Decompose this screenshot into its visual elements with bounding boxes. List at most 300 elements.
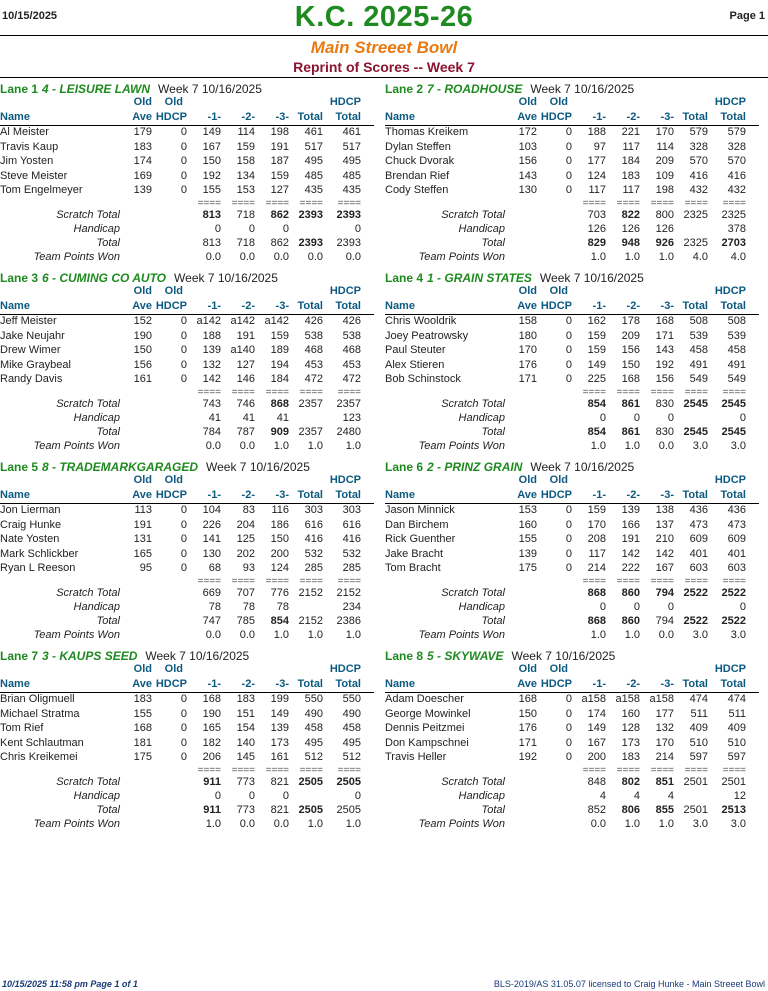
grand-total-g1: 854 — [587, 426, 606, 438]
series-total: 597 — [689, 751, 708, 763]
bowler-handicap: 0 — [565, 329, 572, 342]
col-header-name: Name — [385, 300, 415, 312]
bowler-handicap: 0 — [565, 315, 572, 327]
col-header-ave: Ave — [132, 678, 152, 690]
game-3-score: 168 — [655, 315, 674, 327]
bowler-name: Jake Bracht — [385, 547, 444, 560]
series-total: 538 — [304, 329, 323, 342]
game-3-score: 186 — [270, 518, 289, 531]
col-header-old: Old — [549, 474, 568, 486]
bowler-name: Michael Stratma — [0, 707, 80, 720]
col-header-hdcp: HDCP — [155, 111, 187, 123]
handicap-total-g1: 0 — [214, 223, 221, 235]
bowler-name: Dan Birchem — [385, 518, 449, 531]
team-points-g1: 0.0 — [205, 440, 221, 452]
game-1-score: 188 — [587, 126, 606, 138]
col-header-g1: -1- — [207, 300, 221, 312]
team-points-g1: 1.0 — [590, 251, 606, 263]
series-total: 435 — [304, 184, 323, 196]
separator-hdcp_total: ==== — [337, 576, 361, 587]
col-header-g2: -2- — [241, 489, 255, 501]
bowler-handicap: 0 — [180, 329, 187, 342]
game-3-score: 191 — [270, 140, 289, 153]
game-3-score: 161 — [270, 751, 289, 763]
game-3-score: 210 — [655, 533, 674, 545]
col-header-hdcp: HDCP — [540, 678, 572, 690]
bowler-name: Brian Oligmuell — [0, 693, 75, 705]
grand-total-g3: 830 — [655, 426, 674, 438]
game-1-score: 162 — [587, 315, 606, 327]
grand-total-total: 2505 — [298, 804, 323, 816]
handicap-total-hdcp_total: 0 — [354, 223, 361, 235]
scratch-total-g3: 851 — [655, 776, 674, 788]
game-3-score: 187 — [270, 155, 289, 167]
bowler-average: 175 — [518, 562, 537, 574]
bowler-name: Jeff Meister — [0, 315, 57, 327]
col-header-g3: -3- — [275, 489, 289, 501]
scratch-total-label: Scratch Total — [56, 776, 120, 788]
table-row — [385, 184, 759, 198]
col-header-old: Old — [133, 474, 152, 486]
col-header-total: Total — [297, 489, 323, 501]
series-total: 328 — [689, 140, 708, 153]
col-header-g2: -2- — [626, 300, 640, 312]
team-points-g2: 1.0 — [624, 440, 640, 452]
bowler-handicap: 0 — [180, 358, 187, 371]
game-2-score: 183 — [236, 693, 255, 705]
series-total: 510 — [689, 736, 708, 749]
bowler-handicap: 0 — [180, 126, 187, 138]
team-points-g3: 1.0 — [273, 440, 289, 452]
col-header-hdcp-top: HDCP — [714, 663, 746, 675]
team-points-hdcp_total: 3.0 — [730, 629, 746, 641]
scratch-total-hdcp_total: 2545 — [721, 398, 746, 410]
team-points-label: Team Points Won — [418, 629, 505, 641]
table-row — [385, 504, 759, 518]
handicap-total-g3: 0 — [282, 223, 289, 235]
grand-total-g1: 784 — [202, 426, 221, 438]
bowler-name: Jason Minnick — [385, 504, 455, 516]
team-name: 3 - KAUPS SEED — [42, 649, 138, 663]
team-points-hdcp_total: 1.0 — [345, 629, 361, 641]
scratch-total-hdcp_total: 2152 — [336, 587, 361, 599]
scratch-total-hdcp_total: 2357 — [336, 398, 361, 410]
bowler-name: Joey Peatrowsky — [385, 329, 469, 342]
grand-total-total: 2393 — [298, 237, 323, 249]
col-header-g2: -2- — [626, 111, 640, 123]
series-total: 579 — [689, 126, 708, 138]
table-row — [0, 737, 374, 751]
hdcp-series-total: 435 — [342, 184, 361, 196]
table-row — [0, 141, 374, 155]
game-2-score: 160 — [621, 707, 640, 720]
game-1-score: 214 — [587, 562, 606, 574]
hdcp-series-total: 508 — [727, 315, 746, 327]
bowler-handicap: 0 — [565, 358, 572, 371]
col-header-old: Old — [133, 663, 152, 675]
game-2-score: 183 — [621, 751, 640, 763]
scratch-total-g2: 802 — [621, 776, 640, 788]
handicap-total-g2: 0 — [248, 790, 255, 802]
team-points-total: 3.0 — [692, 818, 708, 830]
scratch-total-g2: 718 — [236, 209, 255, 221]
bowler-name: George Mowinkel — [385, 707, 471, 720]
game-2-score: 158 — [236, 155, 255, 167]
bowler-handicap: 0 — [565, 169, 572, 182]
table-row — [385, 315, 759, 329]
bowler-average: 103 — [518, 140, 537, 153]
bowler-name: Dennis Peitzmei — [385, 722, 465, 734]
hdcp-series-total: 416 — [342, 533, 361, 545]
bowler-average: 172 — [518, 126, 537, 138]
bowler-average: 155 — [518, 533, 537, 545]
lane-week: Week 7 10/16/2025 — [530, 460, 635, 474]
series-total: 472 — [304, 373, 323, 385]
col-header-g1: -1- — [207, 111, 221, 123]
grand-total-hdcp_total: 2513 — [721, 804, 746, 816]
col-header-g1: -1- — [207, 489, 221, 501]
scratch-total-label: Scratch Total — [441, 776, 505, 788]
bowler-handicap: 0 — [180, 518, 187, 531]
bowler-average: 191 — [133, 518, 152, 531]
lane-block — [0, 269, 382, 455]
separator-g3: ==== — [265, 198, 289, 209]
game-3-score: 149 — [270, 707, 289, 720]
hdcp-series-total: 409 — [727, 722, 746, 734]
series-total: 508 — [689, 315, 708, 327]
handicap-total-hdcp_total: 234 — [342, 601, 361, 613]
table-row — [385, 155, 759, 169]
game-1-score: 182 — [202, 736, 221, 749]
col-header-g1: -1- — [592, 489, 606, 501]
game-3-score: 124 — [270, 562, 289, 574]
separator-g3: ==== — [650, 765, 674, 776]
team-points-g2: 1.0 — [624, 251, 640, 263]
team-points-g2: 0.0 — [239, 440, 255, 452]
game-3-score: 198 — [270, 126, 289, 138]
hdcp-series-total: 532 — [342, 547, 361, 560]
game-2-score: 145 — [236, 751, 255, 763]
series-total: 468 — [304, 344, 323, 356]
col-header-hdcp-top: HDCP — [714, 96, 746, 108]
scratch-total-g2: 746 — [236, 398, 255, 410]
series-total: 401 — [689, 547, 708, 560]
team-points-hdcp_total: 0.0 — [345, 251, 361, 263]
grand-total-total: 2152 — [298, 615, 323, 627]
separator-hdcp_total: ==== — [337, 765, 361, 776]
report-title: K.C. 2025-26 — [294, 1, 474, 33]
bowler-name: Jim Yosten — [0, 155, 54, 167]
scratch-total-g3: 800 — [655, 209, 674, 221]
game-3-score: 116 — [271, 504, 289, 516]
team-points-total: 1.0 — [307, 818, 323, 830]
table-row — [0, 373, 374, 387]
game-3-score: 171 — [655, 329, 674, 342]
separator-total: ==== — [299, 387, 323, 398]
game-1-score: 117 — [588, 184, 606, 196]
table-row — [0, 693, 374, 707]
team-points-g2: 0.0 — [239, 629, 255, 641]
table-row — [385, 373, 759, 387]
col-header-total: Total — [682, 678, 708, 690]
bowler-average: 143 — [518, 169, 537, 182]
game-1-score: 188 — [202, 329, 221, 342]
col-header-g2: -2- — [241, 111, 255, 123]
separator-g3: ==== — [650, 387, 674, 398]
bowler-name: Nate Yosten — [0, 533, 60, 545]
game-1-score: 150 — [202, 155, 221, 167]
bowler-name: Tom Rief — [0, 722, 44, 734]
grand-total-total: 2501 — [683, 804, 708, 816]
separator-total: ==== — [299, 198, 323, 209]
game-1-score: 167 — [587, 736, 606, 749]
bowler-handicap: 0 — [565, 562, 572, 574]
grand-total-g1: 747 — [202, 615, 221, 627]
scratch-total-label: Scratch Total — [441, 398, 505, 410]
team-points-label: Team Points Won — [418, 440, 505, 452]
game-1-score: 132 — [202, 358, 221, 371]
col-header-old: Old — [518, 663, 537, 675]
bowler-name: Jake Neujahr — [0, 329, 65, 342]
table-row — [385, 170, 759, 184]
bowler-handicap: 0 — [565, 736, 572, 749]
scratch-total-g3: 821 — [270, 776, 289, 788]
game-1-score: 159 — [587, 329, 606, 342]
lane-heading — [385, 271, 644, 285]
team-points-hdcp_total: 3.0 — [730, 818, 746, 830]
team-name: 8 - TRADEMARKGARAGED — [42, 460, 199, 474]
scratch-total-g2: 861 — [621, 398, 640, 410]
col-header-old: Old — [549, 663, 568, 675]
series-total: 303 — [304, 504, 323, 516]
lane-heading — [0, 649, 249, 663]
scratch-total-g3: 862 — [270, 209, 289, 221]
scratch-total-g2: 707 — [236, 587, 255, 599]
table-row — [0, 184, 374, 198]
table-row — [385, 533, 759, 547]
separator-g1: ==== — [582, 765, 606, 776]
bowler-name: Ryan L Reeson — [0, 562, 76, 574]
bowler-average: 131 — [133, 533, 152, 545]
col-header-hdcp-total: Total — [335, 300, 361, 312]
team-points-total: 1.0 — [307, 629, 323, 641]
grand-total-label: Total — [481, 615, 505, 627]
col-header-old: Old — [549, 285, 568, 297]
col-header-hdcp-total: Total — [720, 300, 746, 312]
team-points-hdcp_total: 1.0 — [345, 440, 361, 452]
col-header-g3: -3- — [660, 678, 674, 690]
bowler-average: 180 — [518, 329, 537, 342]
bowler-handicap: 0 — [180, 373, 187, 385]
scratch-total-hdcp_total: 2393 — [336, 209, 361, 221]
separator-g1: ==== — [582, 387, 606, 398]
series-total: 485 — [304, 169, 323, 182]
lane-heading — [0, 271, 278, 285]
team-name: 6 - CUMING CO AUTO — [42, 271, 167, 285]
col-header-ave: Ave — [517, 678, 537, 690]
col-header-g3: -3- — [275, 111, 289, 123]
bowler-average: 174 — [133, 155, 152, 167]
col-header-hdcp: HDCP — [540, 489, 572, 501]
game-2-score: 166 — [621, 518, 640, 531]
game-1-score: 174 — [587, 707, 606, 720]
grand-total-g3: 926 — [655, 237, 674, 249]
col-header-g2: -2- — [241, 300, 255, 312]
game-3-score: 137 — [655, 518, 674, 531]
lane-heading — [0, 460, 310, 474]
team-points-g1: 0.0 — [205, 251, 221, 263]
handicap-total-g2: 0 — [633, 412, 640, 424]
hdcp-series-total: 539 — [727, 329, 746, 342]
separator-total: ==== — [684, 765, 708, 776]
series-total: 616 — [304, 518, 323, 531]
scratch-total-hdcp_total: 2522 — [721, 587, 746, 599]
series-total: 458 — [304, 722, 323, 734]
bowler-average: 150 — [133, 344, 152, 356]
separator-g2: ==== — [616, 198, 640, 209]
col-header-name: Name — [0, 300, 30, 312]
col-header-hdcp: HDCP — [155, 489, 187, 501]
game-2-score: 222 — [621, 562, 640, 574]
game-1-score: 149 — [202, 126, 221, 138]
table-row — [0, 344, 374, 358]
bowler-average: 113 — [134, 504, 152, 516]
report-date: 10/15/2025 — [2, 10, 58, 22]
game-1-score: 149 — [587, 358, 606, 371]
bowler-average: 183 — [133, 140, 152, 153]
col-header-name: Name — [0, 678, 30, 690]
lane-number: Lane 6 — [385, 460, 424, 474]
grand-total-label: Total — [96, 237, 120, 249]
handicap-total-label: Handicap — [458, 790, 505, 802]
team-name: 7 - ROADHOUSE — [427, 82, 523, 96]
separator-g3: ==== — [265, 576, 289, 587]
hdcp-series-total: 416 — [727, 169, 746, 182]
separator-hdcp_total: ==== — [722, 387, 746, 398]
team-points-g2: 1.0 — [624, 629, 640, 641]
game-1-score: 155 — [202, 184, 221, 196]
lane-number: Lane 5 — [0, 460, 39, 474]
col-header-hdcp: HDCP — [540, 111, 572, 123]
bowler-average: 158 — [518, 315, 537, 327]
grand-total-g1: 868 — [587, 615, 606, 627]
game-2-score: 125 — [236, 533, 255, 545]
game-3-score: 109 — [655, 169, 674, 182]
handicap-total-g1: 126 — [587, 223, 606, 235]
grand-total-hdcp_total: 2522 — [721, 615, 746, 627]
game-1-score: 139 — [202, 344, 221, 356]
hdcp-series-total: 436 — [727, 504, 746, 516]
game-2-score: 134 — [236, 169, 255, 182]
col-header-hdcp-total: Total — [720, 678, 746, 690]
grand-total-g2: 718 — [236, 237, 255, 249]
bowler-average: 156 — [133, 358, 152, 371]
hdcp-series-total: 510 — [727, 736, 746, 749]
bowler-name: Craig Hunke — [0, 518, 62, 531]
col-header-g3: -3- — [660, 111, 674, 123]
bowler-name: Al Meister — [0, 126, 49, 138]
separator-hdcp_total: ==== — [337, 198, 361, 209]
scratch-total-total: 2505 — [298, 776, 323, 788]
series-total: 550 — [304, 693, 323, 705]
bowler-name: Steve Meister — [0, 169, 68, 182]
team-name: 4 - LEISURE LAWN — [42, 82, 151, 96]
team-points-hdcp_total: 3.0 — [730, 440, 746, 452]
handicap-total-g1: 4 — [599, 790, 606, 802]
series-total: 495 — [304, 736, 323, 749]
table-row — [0, 504, 374, 518]
scratch-total-g1: 848 — [587, 776, 606, 788]
game-1-score: 165 — [202, 722, 221, 734]
series-total: 532 — [304, 547, 323, 560]
bowler-handicap: 0 — [565, 547, 572, 560]
bowler-average: 183 — [133, 693, 152, 705]
series-total: 603 — [689, 562, 708, 574]
table-row — [385, 548, 759, 562]
col-header-name: Name — [0, 489, 30, 501]
hdcp-series-total: 491 — [727, 358, 746, 371]
bowler-average: 150 — [518, 707, 537, 720]
bowler-name: Randy Davis — [0, 373, 63, 385]
report-subtitle: Reprint of Scores -- Week 7 — [293, 59, 475, 75]
separator-hdcp_total: ==== — [722, 198, 746, 209]
team-points-g3: 0.0 — [273, 251, 289, 263]
scratch-total-g1: 868 — [587, 587, 606, 599]
game-1-score: 130 — [202, 547, 221, 560]
grand-total-g2: 773 — [236, 804, 255, 816]
handicap-total-g2: 0 — [248, 223, 255, 235]
bowler-handicap: 0 — [180, 344, 187, 356]
grand-total-hdcp_total: 2386 — [336, 615, 361, 627]
table-row — [0, 330, 374, 344]
handicap-total-g1: 41 — [208, 412, 221, 424]
series-total: 495 — [304, 155, 323, 167]
scratch-total-g3: 776 — [270, 587, 289, 599]
team-points-total: 3.0 — [692, 440, 708, 452]
game-1-score: 97 — [593, 140, 606, 153]
table-row — [385, 708, 759, 722]
handicap-total-g2: 126 — [621, 223, 640, 235]
bowler-name: Drew Wimer — [0, 344, 61, 356]
hdcp-series-total: 458 — [342, 722, 361, 734]
hdcp-series-total: 603 — [727, 562, 746, 574]
hdcp-series-total: 303 — [342, 504, 361, 516]
bowler-handicap: 0 — [565, 707, 572, 720]
bowler-name: Mark Schlickber — [0, 547, 79, 560]
bowler-name: Chris Wooldrik — [385, 315, 457, 327]
team-points-g2: 1.0 — [624, 818, 640, 830]
col-header-g3: -3- — [275, 678, 289, 690]
lane-week: Week 7 10/16/2025 — [158, 82, 262, 96]
bowler-average: 95 — [139, 562, 152, 574]
bowler-average: 168 — [133, 722, 152, 734]
scratch-total-g2: 822 — [621, 209, 640, 221]
hdcp-series-total: 549 — [727, 373, 746, 385]
lane-block — [0, 647, 382, 833]
team-points-g1: 1.0 — [205, 818, 221, 830]
handicap-total-g3: 4 — [667, 790, 674, 802]
grand-total-label: Total — [96, 426, 120, 438]
bowler-handicap: 0 — [565, 693, 572, 705]
game-2-score: 184 — [621, 155, 640, 167]
scratch-total-hdcp_total: 2501 — [721, 776, 746, 788]
bowler-average: 161 — [133, 373, 152, 385]
col-header-hdcp-total: Total — [720, 489, 746, 501]
separator-g3: ==== — [265, 765, 289, 776]
hdcp-series-total: 328 — [727, 140, 746, 153]
game-2-score: 83 — [242, 504, 255, 516]
game-1-score: 141 — [202, 533, 221, 545]
